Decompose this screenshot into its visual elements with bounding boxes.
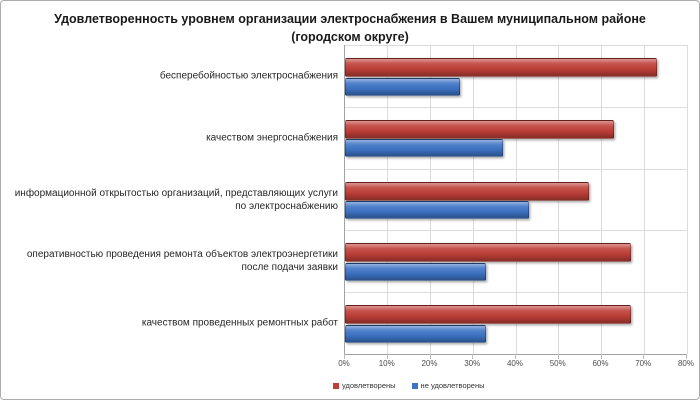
- legend-label: удовлетворены: [342, 381, 396, 390]
- x-tick-label: 10%: [378, 359, 395, 368]
- category-label: оперативностью проведения ремонта объектов электроэнергетики после подачи заявки: [26, 249, 338, 274]
- legend-item: [412, 381, 485, 390]
- bar-satisfied: [345, 120, 614, 139]
- gridline-horizontal: [345, 169, 687, 170]
- bar-dissatisfied: [345, 325, 486, 343]
- bar-dissatisfied: [345, 201, 529, 219]
- gridline-vertical: [687, 45, 688, 354]
- bar-dissatisfied: [345, 263, 486, 281]
- bar-dissatisfied: [345, 139, 503, 157]
- category-label: бесперебойностью электроснабжения: [159, 70, 338, 82]
- legend: [333, 381, 484, 390]
- category-label: информационной открытостью организаций, представляющих услуги по электроснабжению: [14, 187, 338, 212]
- gridline-horizontal: [345, 292, 687, 293]
- x-tick-label: 40%: [506, 359, 523, 368]
- gridline-horizontal: [345, 107, 687, 108]
- legend-marker: [412, 383, 418, 389]
- plot-area: [344, 45, 687, 355]
- bar-satisfied: [345, 243, 631, 262]
- legend-label: не удовлетворены: [420, 381, 485, 390]
- x-tick-label: 30%: [464, 359, 481, 368]
- chart-title: Удовлетворенность уровнем организации электроснабжения в Вашем муниципальном районе (городском округе): [54, 12, 646, 45]
- category-label: качеством проведенных ремонтных работ: [141, 317, 338, 329]
- gridline-horizontal: [345, 45, 687, 46]
- x-tick-label: 80%: [677, 359, 694, 368]
- legend-item: [333, 381, 396, 390]
- x-tick-label: 20%: [421, 359, 438, 368]
- x-tick-label: 60%: [592, 359, 609, 368]
- category-label: качеством энергоснабжения: [206, 132, 338, 144]
- x-tick-label: 50%: [549, 359, 566, 368]
- bar-satisfied: [345, 305, 631, 324]
- bar-satisfied: [345, 58, 657, 77]
- bar-satisfied: [345, 182, 589, 201]
- legend-marker: [333, 383, 339, 389]
- x-tick-label: 70%: [635, 359, 652, 368]
- gridline-horizontal: [345, 230, 687, 231]
- bar-dissatisfied: [345, 78, 460, 96]
- x-tick-label: 0%: [338, 359, 350, 368]
- gridline-vertical: [644, 45, 645, 354]
